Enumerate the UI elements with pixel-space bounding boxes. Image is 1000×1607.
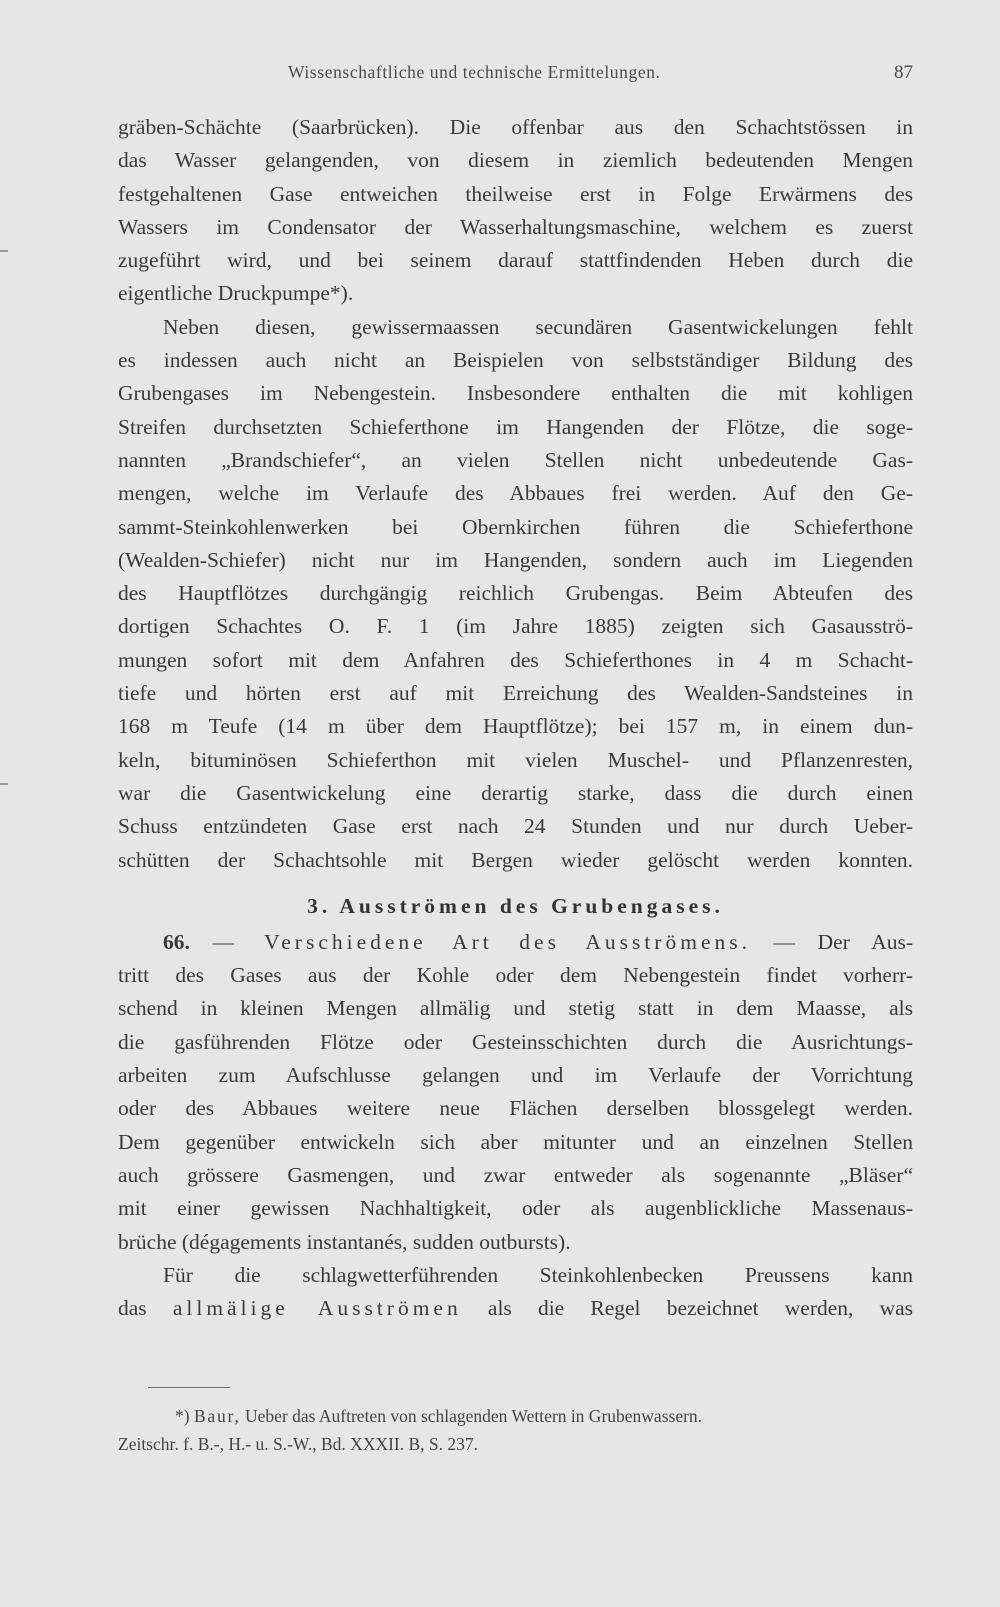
text-line: festgehaltenen Gase entweichen theilweise erst in Folge Erwärmens des (118, 181, 913, 206)
text-line: es indessen auch nicht an Beispielen von selbstständiger Bildung des (118, 348, 913, 373)
text-line: Dem gegenüber entwickeln sich aber mitunter und an einzelnen Stellen (118, 1129, 913, 1154)
text-line: Schuss entzündeten Gase erst nach 24 Stunden und nur durch Ueber- (118, 814, 913, 839)
text-line: mengen, welche im Verlaufe des Abbaues frei werden. Auf den Ge- (118, 481, 913, 506)
section-title: 3. Ausströmen des Grubengases. (307, 893, 724, 918)
page-header (118, 62, 913, 92)
text-line: mit einer gewissen Nachhaltigkeit, oder als augenblickliche Massenaus- (118, 1196, 913, 1221)
text-line: die gasführenden Flötze oder Gesteinsschichten durch die Ausrichtungs- (118, 1029, 913, 1054)
text-line: arbeiten zum Aufschlusse gelangen und im Verlaufe der Vorrichtung (118, 1063, 913, 1088)
footnote-divider (148, 1387, 230, 1388)
text-line: keln, bituminösen Schieferthon mit vielen Muschel- und Pflanzenresten, (118, 747, 913, 772)
text-line: sammt-Steinkohlenwerken bei Obernkirchen führen die Schieferthone (118, 514, 913, 539)
text-line: gräben-Schächte (Saarbrücken). Die offenbar aus den Schachtstössen in (118, 115, 913, 139)
text-line: (Wealden-Schiefer) nicht nur im Hangenden, sondern auch im Liegenden (118, 547, 913, 572)
text-line: Neben diesen, gewissermaassen secundären Gasentwickelungen fehlt (163, 314, 913, 339)
text-fragment: als die Regel bezeichnet werden, was (487, 1296, 914, 1321)
footnote-line: Zeitschr. f. B.-, H.- u. S.-W., Bd. XXXII. B, S. 237. (118, 1434, 479, 1454)
paragraph-3 (118, 926, 913, 1259)
page-body (118, 111, 913, 1325)
text-line: war die Gasentwickelung eine derartig starke, dass die durch einen (118, 780, 913, 805)
page-number: 87 (894, 62, 913, 83)
text-line: 168 m Teufe (14 m über dem Hauptflötze); bei 157 m, in einem dun- (118, 714, 913, 739)
text-line: das Wasser gelangenden, von diesem in ziemlich bedeutenden Mengen (118, 148, 913, 173)
text-line: nannten „Brandschiefer“, an vielen Stellen nicht unbedeutende Gas- (118, 447, 913, 472)
footnote-marker: *) (175, 1406, 190, 1426)
footnote (118, 1402, 913, 1458)
text-line: eigentliche Druckpumpe*). (118, 281, 354, 306)
text-line: mungen sofort mit dem Anfahren des Schieferthones in 4 m Schacht- (118, 647, 913, 672)
text-line: auch grössere Gasmengen, und zwar entweder als sogenannte „Bläser“ (118, 1162, 913, 1187)
footnote-line (118, 1402, 913, 1430)
running-head: Wissenschaftliche und technische Ermittelungen. (288, 62, 661, 82)
text-line: tritt des Gases aus der Kohle oder dem Nebengestein findet vorherr- (118, 963, 913, 988)
emphasized-text: allmälige Ausströmen (172, 1296, 462, 1321)
text-fragment: — Der Aus- (773, 929, 914, 954)
footnote-author: Baur, (193, 1406, 241, 1426)
text-line: Für die schlagwetterführenden Steinkohlenbecken Preussens kann (163, 1262, 913, 1287)
text-line: dortigen Schachtes O. F. 1 (im Jahre 1885) zeigten sich Gasausströ- (118, 614, 913, 639)
text-line: brüche (dégagements instantanés, sudden outbursts). (118, 1229, 571, 1254)
footnote-text: Ueber das Auftreten von schlagenden Wettern in Grubenwassern. (245, 1406, 703, 1426)
text-line: schend in kleinen Mengen allmälig und stetig statt in dem Maasse, als (118, 996, 913, 1021)
text-line: des Hauptflötzes durchgängig reichlich Grubengas. Beim Abteufen des (118, 581, 913, 606)
text-line: oder des Abbaues weitere neue Flächen derselben blossgelegt werden. (118, 1096, 913, 1121)
text-line (118, 1292, 913, 1325)
text-line: Streifen durchsetzten Schieferthone im Hangenden der Flötze, die soge- (118, 414, 913, 439)
text-fragment: das (118, 1296, 147, 1321)
text-line: zugeführt wird, und bei seinem darauf stattfindenden Heben durch die (118, 248, 913, 273)
text-line: Wassers im Condensator der Wasserhaltungsmaschine, welchem es zuerst (118, 214, 913, 239)
paragraph-2 (118, 311, 913, 877)
text-line: tiefe und hörten erst auf mit Erreichung des Wealden-Sandsteines in (118, 681, 913, 706)
text-line: schütten der Schachtsohle mit Bergen wieder gelöscht werden konnten. (118, 847, 913, 872)
paragraph-4 (118, 1259, 913, 1326)
text-line (118, 926, 913, 959)
margin-mark (0, 783, 8, 785)
section-heading: — Verschiedene Art des Ausströmens. (212, 929, 751, 954)
section-number: 66. (163, 929, 190, 954)
paragraph-1 (118, 111, 913, 311)
text-line: Grubengases im Nebengestein. Insbesondere enthalten die mit kohligen (118, 381, 913, 406)
margin-mark (0, 250, 8, 252)
